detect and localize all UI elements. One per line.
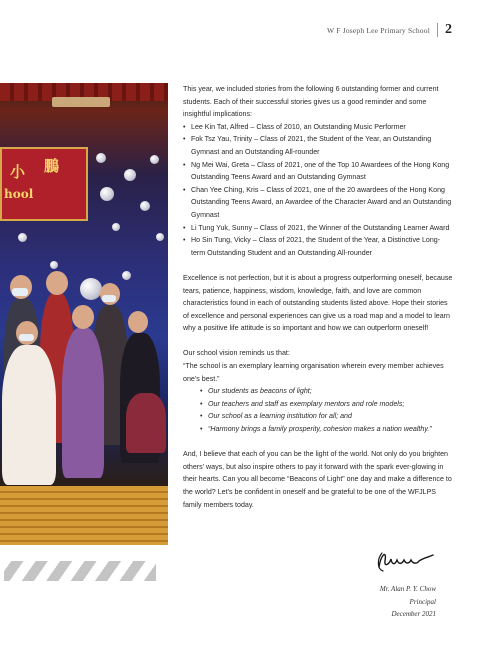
ornament (156, 233, 164, 241)
signatory-title: Principal (409, 597, 436, 606)
school-banner (0, 147, 88, 221)
student-list-item: • Ho Sin Tung, Vicky – Class of 2021, the Student of the Year, a Distinctive Long-term Outstanding Student and an Outstanding All-rounder (183, 234, 453, 259)
signature-date: December 2021 (391, 610, 436, 618)
signature-block (380, 583, 436, 621)
intro-paragraph: This year, we included stories from the following 6 outstanding former and current students. Each of their successful stories gives us a good reminder and some insightful implications: (183, 85, 439, 119)
student-head (72, 305, 94, 329)
student-head (128, 311, 148, 333)
letter-body (183, 83, 453, 511)
student-list-item: • Fok Tsz Yau, Trinity – Class of 2021, the Student of the Year, an Outstanding Gymnast and an Outstanding All-rounder (183, 133, 453, 158)
ornament (140, 201, 150, 211)
header-divider (437, 23, 438, 37)
ornament (122, 271, 131, 280)
ornament (100, 187, 114, 201)
ornament (112, 223, 120, 231)
ornament (150, 155, 159, 164)
ornament (96, 153, 106, 163)
page-header (327, 22, 452, 38)
student-figure (126, 393, 166, 453)
student-head (46, 271, 68, 295)
decorative-stripes (4, 561, 156, 581)
face-mask (102, 295, 116, 302)
face-mask (12, 288, 28, 296)
signatory-name: Mr. Alan P. Y. Chow (379, 585, 436, 593)
student-list-item: • Lee Kin Tat, Alfred – Class of 2010, an Outstanding Music Performer (183, 121, 453, 134)
vision-quote: “The school is an exemplary learning organisation wherein every member achieves one’s best.” (183, 362, 444, 383)
student-list-item: • Ng Mei Wai, Greta – Class of 2021, one of the Top 10 Awardees of the Hong Kong Outstanding Teens Award and an Outstanding Gymnast (183, 159, 453, 184)
vision-list-item: • Our teachers and staff as exemplary mentors and role models; (200, 398, 453, 411)
excellence-paragraph: Excellence is not perfection, but it is about a progress outperforming oneself, because tears, patience, happiness, wisdom, knowledge, faith, and love are common characteristics found in each of outstanding students listed above. Hope their stories of excellence and personal experiences can give us a road map and a model to learn why a positive life attitude is so important and how we can outperform oneself! (183, 273, 453, 333)
vision-list-item: • Our students as beacons of light; (200, 385, 453, 398)
student-figure (62, 328, 104, 478)
handwritten-signature (373, 545, 437, 575)
vision-intro: Our school vision reminds us that: (183, 349, 290, 358)
student-list-item: • Chan Yee Ching, Kris – Class of 2021, one of the 20 awardees of the Hong Kong Outstanding Teens Award, an Awardee of the Character Award and an Outstanding Gymnast (183, 184, 453, 222)
stage-plaque (52, 97, 110, 107)
student-list-item: • Li Tung Yuk, Sunny – Class of 2021, the Winner of the Outstanding Learner Award (183, 222, 453, 235)
banner-char-left: 小 (10, 163, 26, 181)
ornament (80, 278, 102, 300)
school-name: W F Joseph Lee Primary School (327, 25, 430, 35)
students-stage-photo (0, 83, 168, 545)
page-number: 2 (445, 22, 452, 37)
student-figure (2, 345, 56, 485)
student-head (16, 321, 38, 345)
student-list (183, 121, 453, 260)
ornament (50, 261, 58, 269)
ornament (18, 233, 27, 242)
banner-char-right: 鵬 (44, 157, 60, 175)
ornament (124, 169, 136, 181)
banner-text-bottom: hool (4, 187, 34, 201)
vision-list-item: • “Harmony brings a family prosperity, cohesion makes a nation wealthy.” (200, 423, 453, 436)
stage-floor (0, 486, 168, 545)
face-mask (19, 334, 34, 341)
closing-paragraph: And, I believe that each of you can be the light of the world. Not only do you brighten others’ ways, but also inspire others to pay it forward with the spark ever-glowing in their hearts. Can you all become “Beacons of Light” one day and make a difference to the world? Let’s be confident in oneself and be grateful to be one of the WFJLPS family members today. (183, 450, 452, 509)
vision-list (183, 385, 453, 435)
vision-list-item: • Our school as a learning institution for all; and (200, 410, 453, 423)
